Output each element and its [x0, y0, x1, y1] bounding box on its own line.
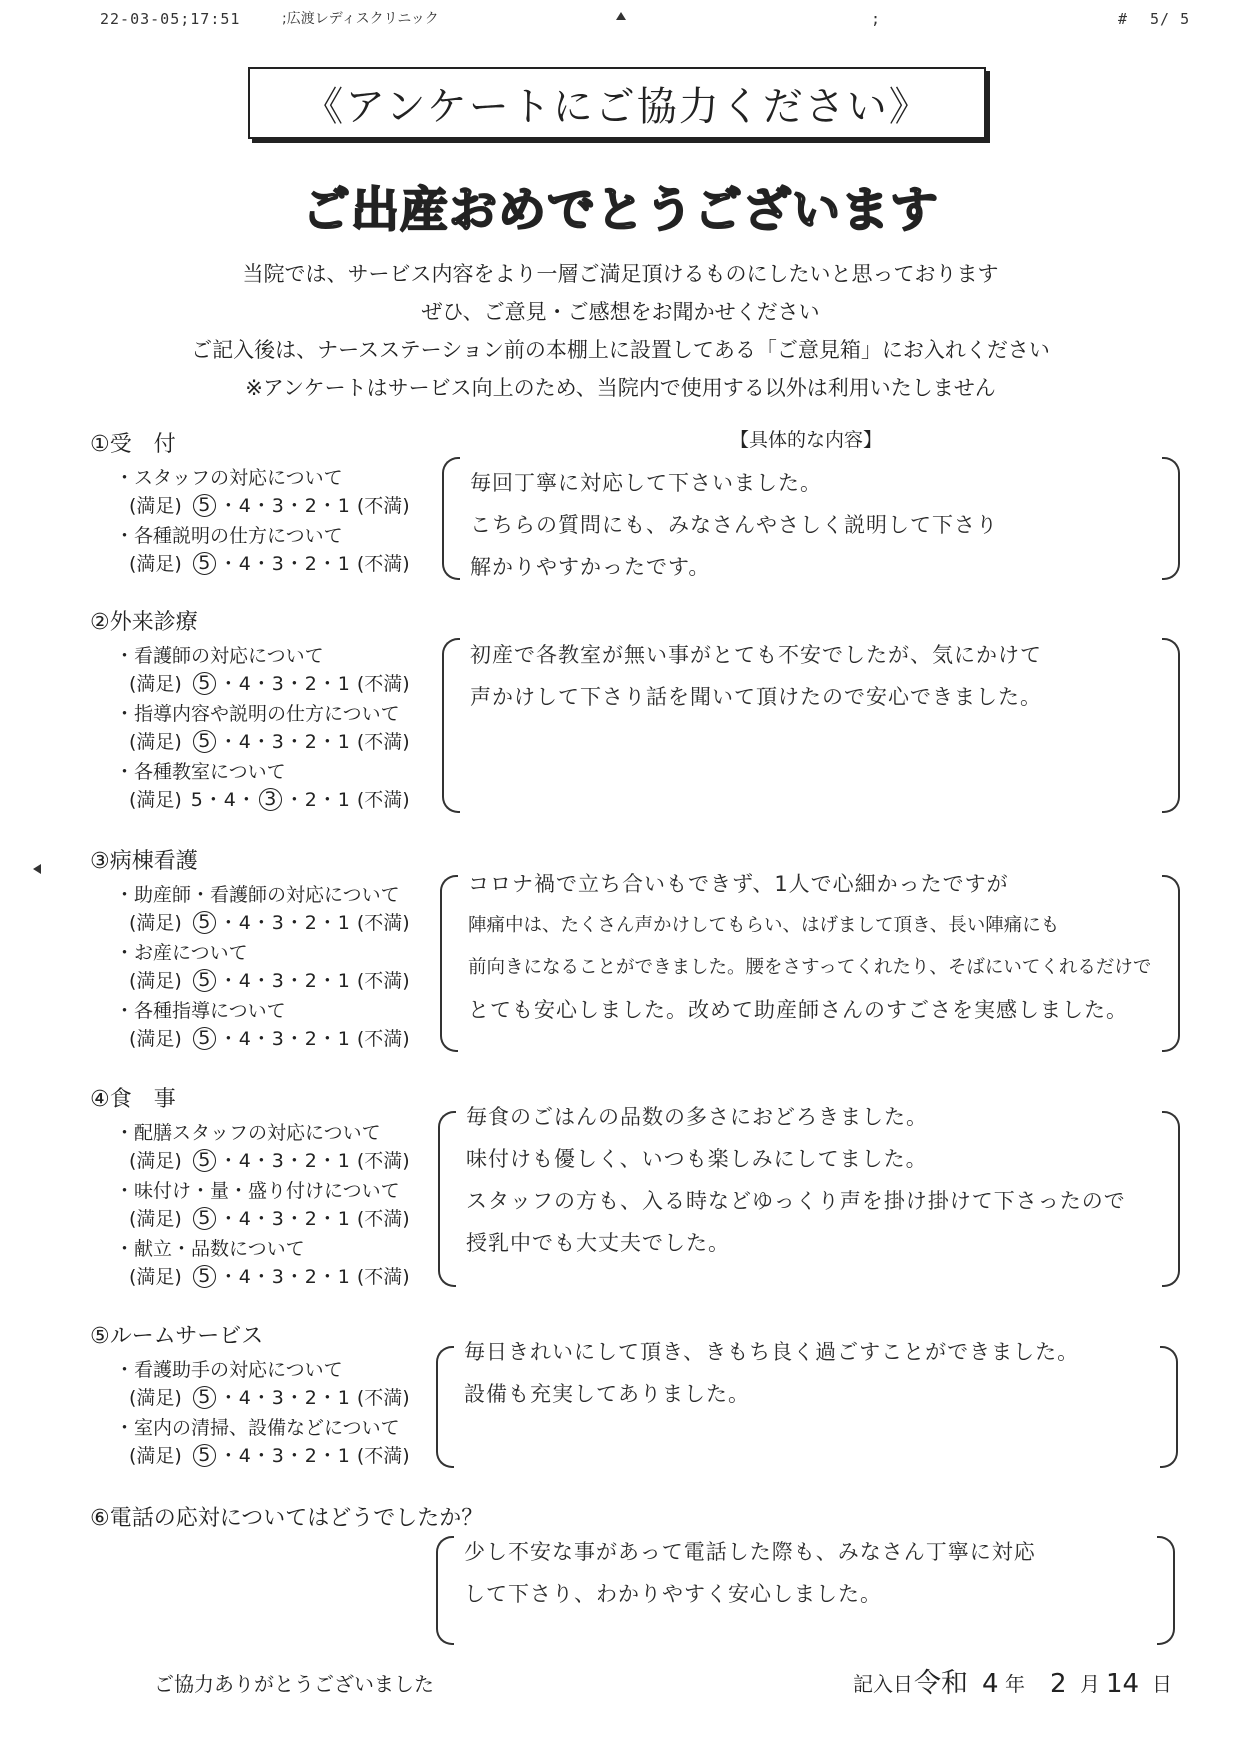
rating-separator: ・ — [251, 911, 271, 934]
date-year: 4 — [982, 1669, 999, 1699]
rating-option-1: 1 — [337, 969, 350, 992]
rating-option-5-circled: 5 — [193, 911, 216, 934]
comment-box-meals — [438, 1105, 1180, 1287]
rating-option-1: 1 — [337, 730, 350, 753]
question-label: ・助産師・看護師の対応について — [115, 884, 400, 906]
rating-scale — [90, 967, 410, 993]
page-title-text: 《アンケートにご協力ください》 — [303, 83, 931, 130]
rating-separator: ・ — [317, 730, 337, 753]
rating-option-3: 3 — [271, 969, 284, 992]
rating-option-3: 3 — [271, 552, 284, 575]
question-label: ・各種説明の仕方について — [115, 525, 343, 547]
fax-page-number: 5/ 5 — [1150, 10, 1191, 28]
rating-option-5-circled: 5 — [193, 969, 216, 992]
handwritten-comment — [464, 1331, 1168, 1415]
rating-option-4: 4 — [238, 1149, 251, 1172]
rating-separator: ・ — [218, 494, 238, 517]
comment-line: とても安心しました。改めて助産師さんのすごさを実感しました。 — [468, 998, 1128, 1022]
rating-option-2: 2 — [304, 969, 317, 992]
rating-dissatisfied-label: (不満) — [356, 1027, 410, 1050]
rating-option-1: 1 — [337, 1444, 350, 1467]
rating-option-2: 2 — [304, 911, 317, 934]
rating-separator: ・ — [284, 494, 304, 517]
comment-line: 前向きになることができました。腰をさすってくれたり、そばにいてくれるだけで — [468, 957, 1152, 978]
rating-option-5-circled: 5 — [193, 1444, 216, 1467]
rating-option-3: 3 — [271, 1027, 284, 1050]
rating-satisfied-label: (満足) — [129, 1027, 182, 1050]
rating-option-5-circled: 5 — [193, 1207, 216, 1230]
rating-separator: ・ — [218, 1265, 238, 1288]
comment-line: 授乳中でも大丈夫でした。 — [466, 1231, 730, 1255]
rating-separator: ・ — [251, 552, 271, 575]
rating-separator: ・ — [317, 1027, 337, 1050]
fax-datetime: 22-03-05;17:51 — [100, 10, 241, 28]
rating-option-3: 3 — [271, 1386, 284, 1409]
rating-separator: ・ — [218, 1444, 238, 1467]
rating-separator: ・ — [284, 788, 304, 811]
rating-separator: ・ — [218, 1149, 238, 1172]
rating-separator: ・ — [317, 911, 337, 934]
rating-dissatisfied-label: (不満) — [356, 552, 410, 575]
question-label: ・各種教室について — [115, 761, 286, 783]
rating-separator: ・ — [317, 1386, 337, 1409]
question-label: ・看護師の対応について — [115, 645, 324, 667]
rating-option-1: 1 — [337, 1207, 350, 1230]
rating-option-5-circled: 5 — [193, 1265, 216, 1288]
rating-scale — [90, 492, 410, 518]
rating-option-4: 4 — [238, 1207, 251, 1230]
rating-option-2: 2 — [304, 1386, 317, 1409]
left-bracket — [442, 457, 460, 580]
date-label: 記入日 — [853, 1672, 913, 1696]
thanks-text: ご協力ありがとうございました — [154, 1672, 434, 1696]
rating-option-4: 4 — [238, 494, 251, 517]
comment-line: 毎食のごはんの品数の多さにおどろきました。 — [466, 1105, 928, 1129]
rating-dissatisfied-label: (不満) — [356, 1265, 410, 1288]
rating-option-3: 3 — [271, 494, 284, 517]
rating-separator: ・ — [218, 911, 238, 934]
intro-line: ご記入後は、ナースステーション前の本棚上に設置してある「ご意見箱」にお入れください — [191, 338, 1050, 362]
rating-option-4: 4 — [238, 1027, 251, 1050]
rating-separator: ・ — [317, 672, 337, 695]
rating-separator: ・ — [317, 552, 337, 575]
rating-option-4: 4 — [238, 1444, 251, 1467]
rating-separator: ・ — [203, 788, 223, 811]
rating-scale — [90, 1025, 410, 1051]
rating-scale — [90, 1147, 410, 1173]
rating-option-1: 1 — [337, 911, 350, 934]
rating-separator: ・ — [317, 1207, 337, 1230]
section-title: ④食 事 — [90, 1087, 176, 1112]
rating-separator: ・ — [218, 1386, 238, 1409]
fax-page-hash: # — [1118, 10, 1128, 28]
rating-separator: ・ — [284, 1149, 304, 1172]
comment-box-outpatient — [442, 638, 1180, 813]
rating-option-1: 1 — [337, 788, 350, 811]
rating-scale — [90, 909, 410, 935]
rating-separator: ・ — [284, 1386, 304, 1409]
question-label: ・看護助手の対応について — [115, 1359, 343, 1381]
rating-option-1: 1 — [337, 1386, 350, 1409]
comment-line: 少し不安な事があって電話した際も、みなさん丁寧に対応 — [464, 1540, 1036, 1564]
comment-box-room-service — [436, 1340, 1178, 1468]
comment-line: 解かりやすかったです。 — [470, 555, 711, 579]
rating-separator: ・ — [251, 969, 271, 992]
rating-option-1: 1 — [337, 552, 350, 575]
rating-option-2: 2 — [304, 494, 317, 517]
date-era: 令和 — [914, 1668, 968, 1699]
rating-dissatisfied-label: (不満) — [356, 1444, 410, 1467]
rating-separator: ・ — [251, 730, 271, 753]
left-bracket — [436, 1536, 454, 1645]
rating-separator: ・ — [251, 1265, 271, 1288]
rating-satisfied-label: (満足) — [129, 969, 182, 992]
section-title: ①受 付 — [90, 432, 176, 457]
section-title: ③病棟看護 — [90, 849, 198, 874]
rating-option-3: 3 — [271, 1149, 284, 1172]
rating-separator: ・ — [284, 730, 304, 753]
rating-satisfied-label: (満足) — [129, 911, 182, 934]
question-label: ・味付け・量・盛り付けについて — [115, 1180, 400, 1202]
rating-option-3: 3 — [271, 911, 284, 934]
handwritten-comment — [468, 863, 1170, 1031]
fax-sender: ;広渡レディスクリニック — [282, 11, 439, 27]
rating-option-5-circled: 5 — [193, 1149, 216, 1172]
question-label: ・スタッフの対応について — [115, 467, 343, 489]
rating-satisfied-label: (満足) — [129, 730, 182, 753]
rating-separator: ・ — [251, 672, 271, 695]
rating-separator: ・ — [317, 1444, 337, 1467]
rating-scale — [90, 550, 410, 576]
rating-option-4: 4 — [238, 672, 251, 695]
comment-box-ward-nursing — [440, 872, 1180, 1052]
section-title: ⑤ルームサービス — [90, 1324, 264, 1349]
handwritten-comment — [466, 1096, 1170, 1264]
comment-line: 声かけして下さり話を聞いて頂けたので安心できました。 — [470, 685, 1042, 709]
rating-option-4: 4 — [238, 1386, 251, 1409]
rating-separator: ・ — [317, 494, 337, 517]
rating-separator: ・ — [284, 1265, 304, 1288]
rating-separator: ・ — [218, 672, 238, 695]
rating-satisfied-label: (満足) — [129, 1386, 182, 1409]
rating-option-3-circled: 3 — [259, 788, 282, 811]
rating-option-1: 1 — [337, 494, 350, 517]
intro-line: ※アンケートはサービス向上のため、当院内で使用する以外は利用いたしません — [245, 376, 996, 400]
rating-option-2: 2 — [304, 1444, 317, 1467]
rating-separator: ・ — [317, 1149, 337, 1172]
rating-separator: ・ — [284, 552, 304, 575]
rating-satisfied-label: (満足) — [129, 1207, 182, 1230]
rating-satisfied-label: (満足) — [129, 1444, 182, 1467]
rating-option-4: 4 — [223, 788, 236, 811]
section-room-service — [90, 1322, 410, 1468]
rating-satisfied-label: (満足) — [129, 1149, 182, 1172]
rating-separator: ・ — [218, 969, 238, 992]
question-label: ・献立・品数について — [115, 1238, 305, 1260]
rating-option-3: 3 — [271, 672, 284, 695]
rating-separator: ・ — [317, 1265, 337, 1288]
rating-separator: ・ — [218, 1027, 238, 1050]
date-day: 14 — [1106, 1669, 1140, 1699]
comment-line: 毎日きれいにして頂き、きもち良く過ごすことができました。 — [464, 1340, 1080, 1364]
section-phone — [90, 1504, 483, 1534]
rating-satisfied-label: (満足) — [129, 672, 182, 695]
date-year-unit: 年 — [1005, 1672, 1025, 1696]
rating-option-5-circled: 5 — [193, 1386, 216, 1409]
rating-option-4: 4 — [238, 1265, 251, 1288]
comment-line: 味付けも優しく、いつも楽しみにしてました。 — [466, 1147, 928, 1171]
rating-option-3: 3 — [271, 730, 284, 753]
rating-scale — [90, 1263, 410, 1289]
rating-option-3: 3 — [271, 1207, 284, 1230]
comment-line: こちらの質問にも、みなさんやさしく説明して下さり — [470, 513, 998, 537]
section-meals — [90, 1085, 410, 1289]
rating-option-5-circled: 5 — [193, 1027, 216, 1050]
rating-separator: ・ — [284, 1027, 304, 1050]
rating-satisfied-label: (満足) — [129, 494, 182, 517]
question-label: ・室内の清掃、設備などについて — [115, 1417, 400, 1439]
triangle-left-icon — [33, 864, 41, 874]
rating-scale — [90, 1384, 410, 1410]
intro-line: ぜひ、ご意見・ご感想をお聞かせください — [421, 300, 820, 324]
left-bracket — [440, 875, 458, 1052]
rating-scale — [90, 786, 410, 812]
comment-box-reception — [442, 457, 1180, 580]
rating-option-4: 4 — [238, 730, 251, 753]
rating-separator: ・ — [317, 788, 337, 811]
rating-option-2: 2 — [304, 1149, 317, 1172]
rating-option-5-circled: 5 — [193, 552, 216, 575]
rating-option-4: 4 — [238, 911, 251, 934]
rating-option-3: 3 — [271, 1265, 284, 1288]
rating-option-2: 2 — [304, 672, 317, 695]
handwritten-comment — [470, 634, 1170, 718]
question-label: ・お産について — [115, 942, 248, 964]
section-title: ②外来診療 — [90, 610, 198, 635]
rating-option-5-circled: 5 — [193, 494, 216, 517]
rating-satisfied-label: (満足) — [129, 552, 182, 575]
comment-line: 設備も充実してありました。 — [464, 1382, 750, 1406]
rating-option-2: 2 — [304, 1207, 317, 1230]
date-month: 2 — [1050, 1669, 1067, 1699]
question-label: ・配膳スタッフの対応について — [115, 1122, 381, 1144]
rating-separator: ・ — [251, 1149, 271, 1172]
rating-separator: ・ — [251, 1386, 271, 1409]
rating-separator: ・ — [218, 552, 238, 575]
rating-option-1: 1 — [337, 1265, 350, 1288]
comment-line: スタッフの方も、入る時などゆっくり声を掛け掛けて下さったので — [466, 1189, 1126, 1213]
rating-dissatisfied-label: (不満) — [356, 911, 410, 934]
rating-separator: ・ — [284, 1444, 304, 1467]
rating-dissatisfied-label: (不満) — [356, 1207, 410, 1230]
rating-separator: ・ — [284, 1207, 304, 1230]
question-label: ・指導内容や説明の仕方について — [115, 703, 400, 725]
rating-option-2: 2 — [304, 552, 317, 575]
comment-line: 毎回丁寧に対応して下さいました。 — [470, 471, 822, 495]
rating-option-4: 4 — [238, 969, 251, 992]
rating-separator: ・ — [218, 1207, 238, 1230]
triangle-up-icon — [616, 12, 626, 20]
rating-scale — [90, 1205, 410, 1231]
rating-dissatisfied-label: (不満) — [356, 494, 410, 517]
rating-scale — [90, 1442, 410, 1468]
comment-line: 陣痛中は、たくさん声かけしてもらい、はげまして頂き、長い陣痛にも — [468, 915, 1060, 936]
rating-separator: ・ — [218, 730, 238, 753]
fax-mark: ; — [871, 10, 881, 28]
left-bracket — [438, 1111, 456, 1287]
rating-option-1: 1 — [337, 1149, 350, 1172]
rating-option-5-circled: 5 — [193, 672, 216, 695]
rating-option-4: 4 — [238, 552, 251, 575]
rating-separator: ・ — [284, 969, 304, 992]
rating-option-3: 3 — [271, 1444, 284, 1467]
section-outpatient — [90, 608, 410, 812]
comment-line: コロナ禍で立ち合いもできず、1人で心細かったですが — [468, 872, 1009, 896]
section-ward-nursing — [90, 847, 410, 1051]
rating-dissatisfied-label: (不満) — [356, 969, 410, 992]
rating-option-5-circled: 5 — [193, 730, 216, 753]
section-reception — [90, 430, 410, 576]
rating-separator: ・ — [251, 1027, 271, 1050]
comment-line: 初産で各教室が無い事がとても不安でしたが、気にかけて — [470, 643, 1042, 667]
congratulations-heading: ご出産おめでとうございます — [301, 182, 939, 238]
rating-separator: ・ — [251, 1444, 271, 1467]
date-month-unit: 月 — [1080, 1672, 1100, 1696]
page-title — [248, 67, 986, 139]
date-day-unit: 日 — [1152, 1672, 1172, 1696]
rating-option-1: 1 — [337, 672, 350, 695]
section-title: ⑥電話の応対についてはどうでしたか？ — [90, 1506, 484, 1531]
detail-column-header: 【具体的な内容】 — [730, 429, 883, 451]
rating-option-2: 2 — [304, 1265, 317, 1288]
comment-box-phone — [436, 1536, 1175, 1645]
rating-option-2: 2 — [304, 730, 317, 753]
rating-scale — [90, 670, 410, 696]
rating-satisfied-label: (満足) — [129, 788, 182, 811]
left-bracket — [442, 638, 460, 813]
rating-separator: ・ — [251, 494, 271, 517]
rating-dissatisfied-label: (不満) — [356, 1386, 410, 1409]
intro-line: 当院では、サービス内容をより一層ご満足頂けるものにしたいと思っております — [242, 262, 999, 286]
rating-separator: ・ — [251, 1207, 271, 1230]
rating-dissatisfied-label: (不満) — [356, 730, 410, 753]
rating-dissatisfied-label: (不満) — [356, 1149, 410, 1172]
rating-option-1: 1 — [337, 1027, 350, 1050]
rating-dissatisfied-label: (不満) — [356, 672, 410, 695]
rating-option-2: 2 — [304, 1027, 317, 1050]
rating-option-2: 2 — [304, 788, 317, 811]
question-label: ・各種指導について — [115, 1000, 286, 1022]
intro-text — [0, 255, 1241, 407]
rating-separator: ・ — [284, 911, 304, 934]
rating-dissatisfied-label: (不満) — [356, 788, 410, 811]
handwritten-comment — [470, 462, 1170, 588]
rating-satisfied-label: (満足) — [129, 1265, 182, 1288]
rating-option-5: 5 — [190, 788, 203, 811]
comment-line: して下さり、わかりやすく安心しました。 — [464, 1582, 882, 1606]
rating-separator: ・ — [317, 969, 337, 992]
left-bracket — [436, 1346, 454, 1468]
rating-scale — [90, 728, 410, 754]
handwritten-comment — [464, 1531, 1165, 1615]
rating-separator: ・ — [236, 788, 256, 811]
rating-separator: ・ — [284, 672, 304, 695]
